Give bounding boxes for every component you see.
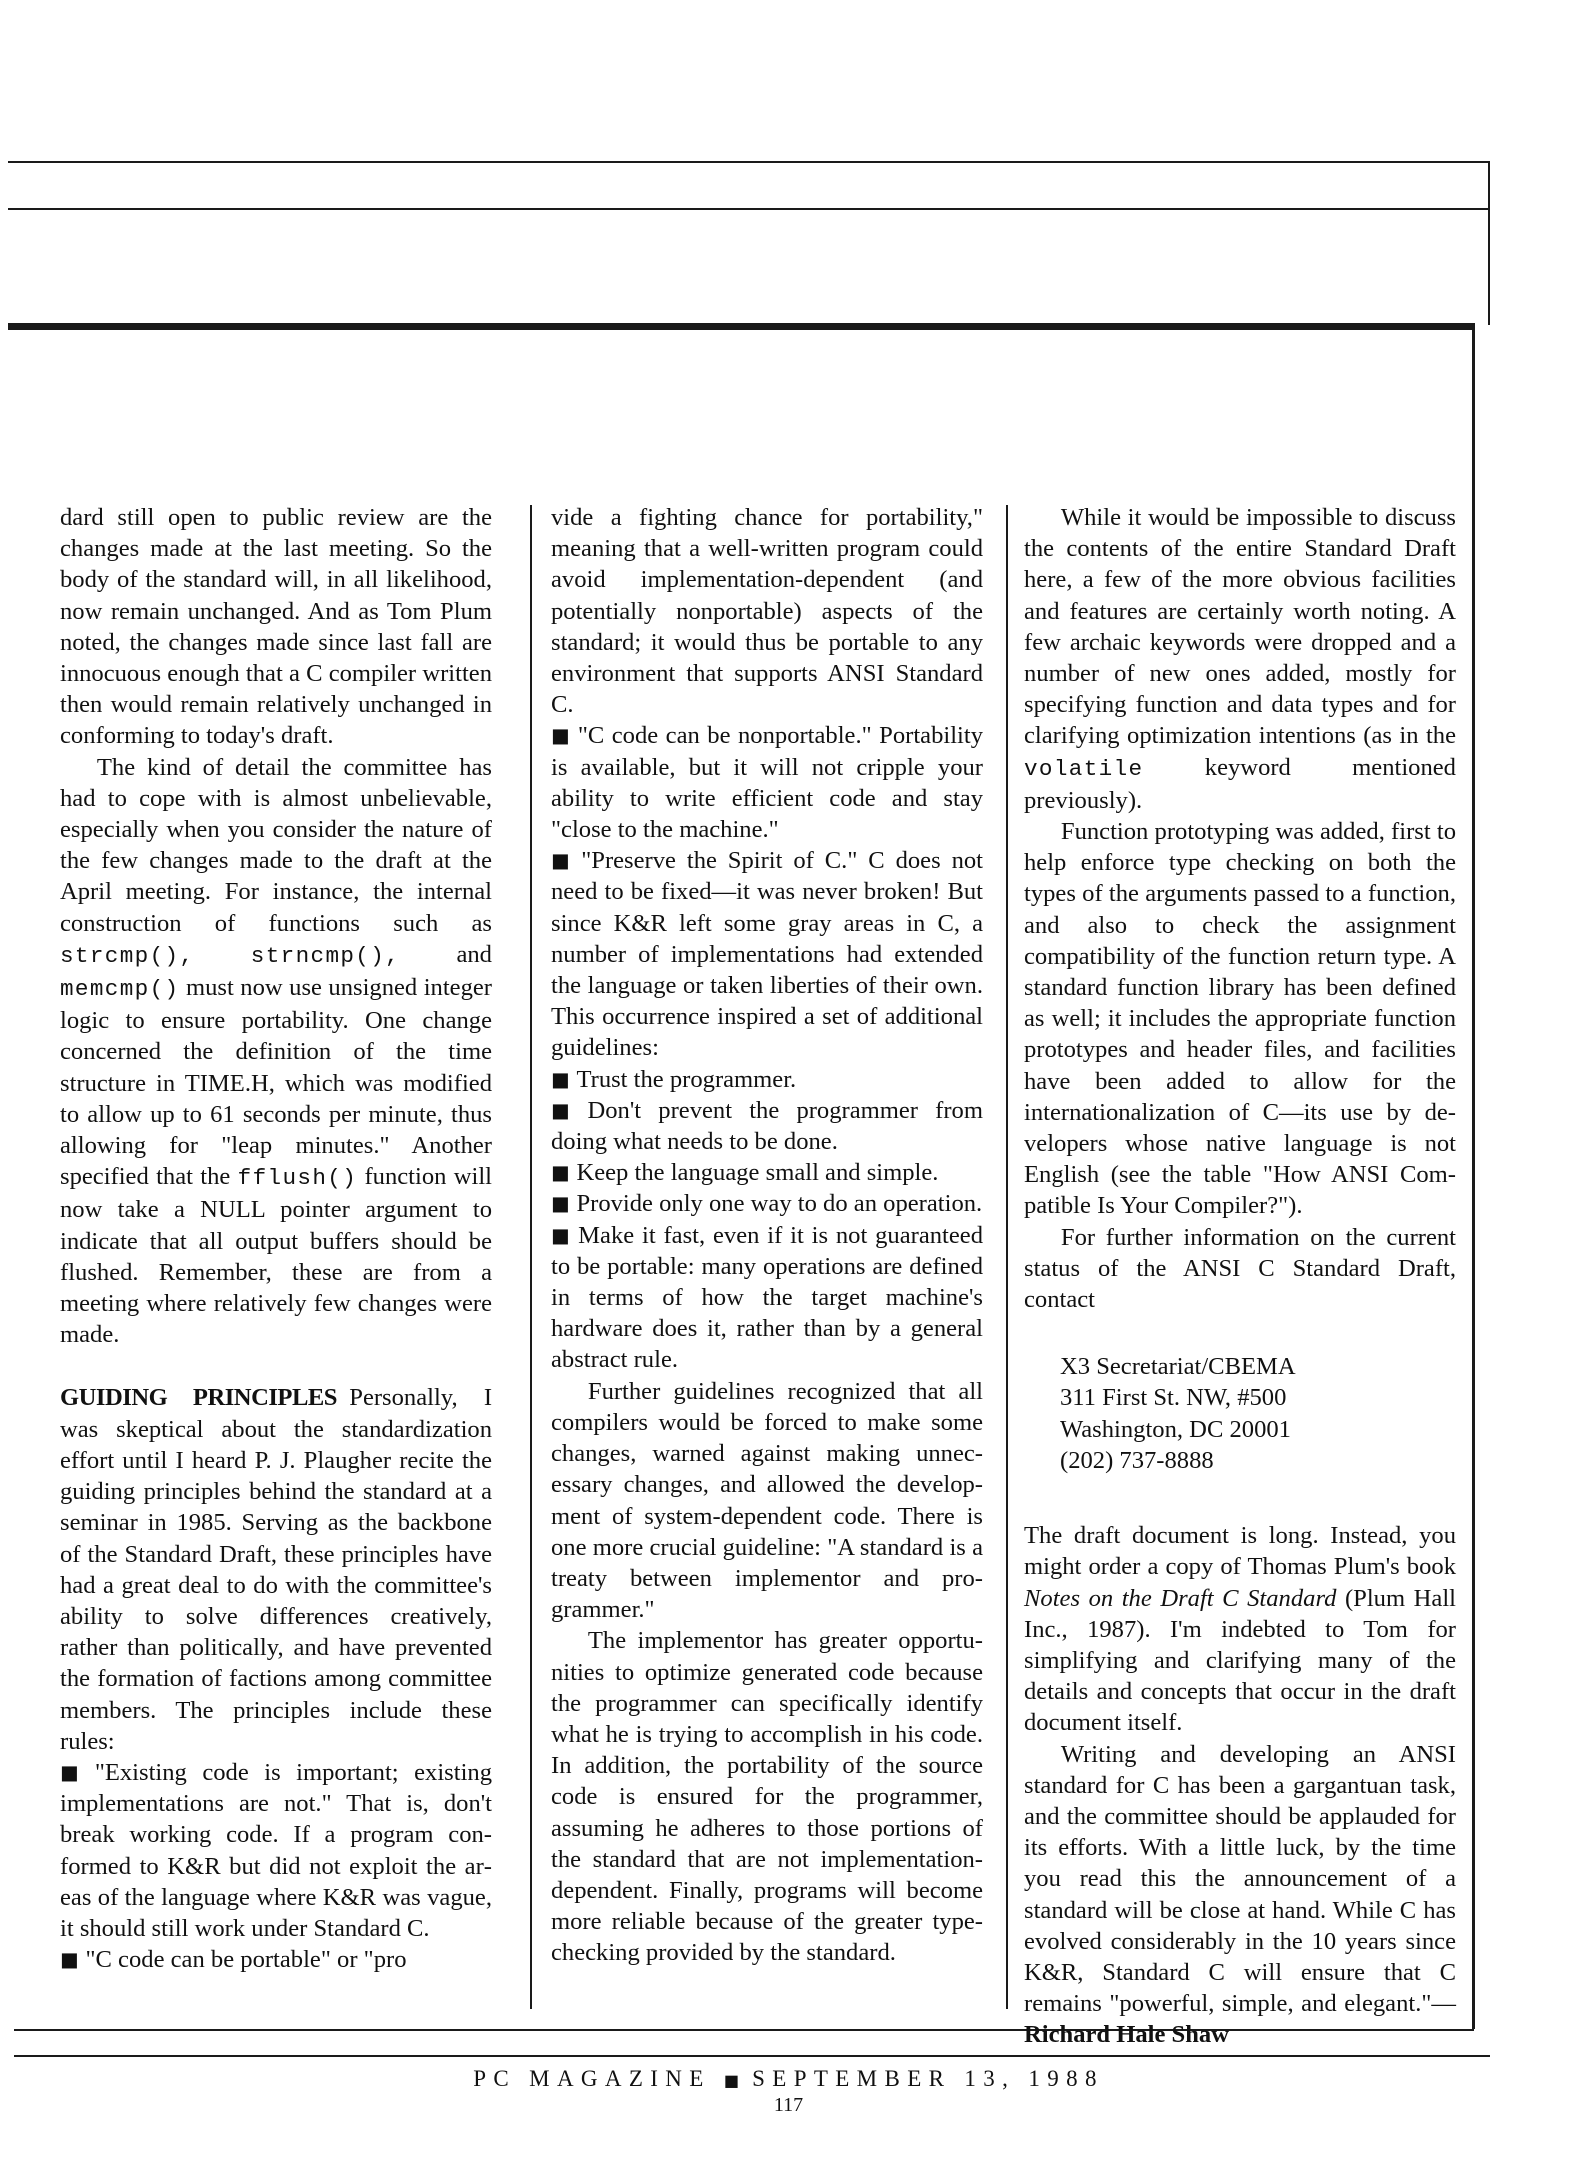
page-folio — [0, 2066, 1577, 2092]
column-3 — [1024, 502, 1456, 2051]
col2-bullet-6 — [551, 1188, 983, 1219]
col3-paragraph-1 — [1024, 502, 1456, 816]
bullet-icon: ■ — [551, 1098, 581, 1122]
section-heading: GUIDING PRINCIPLES — [60, 1384, 337, 1412]
bullet-icon: ■ — [551, 849, 575, 873]
col2-bullet-7-text: Make it fast, even if it is not guaranteed to be portable: many operations are defined in terms of how the target machine's hardware does it, rather than by a general abstract rule. — [551, 1221, 983, 1374]
col3-paragraph-4 — [1024, 1520, 1456, 1738]
col1-p2-text-a: The kind of detail the committee has had to cope with is almost unbelievable, especially when you consider the nature of the few changes made to the draft at the April meeting. For instance, the internal construction of functions such as — [60, 753, 492, 937]
col2-bullet-5-text: Keep the language small and simple. — [576, 1159, 939, 1187]
col1-paragraph-1: dard still open to public review are the changes made at the last meeting. So the body of the standard will, in all likelihood, now remain unchanged. And as Tom Plum noted, the changes made since last fall are innocuous enough that a C compiler written then would remain relatively unchanged in conforming to today's draft. — [60, 504, 492, 750]
col3-paragraph-5 — [1024, 1739, 1456, 2051]
col2-paragraph-2: Further guidelines recognized that all compilers would be forced to make some changes, warned against making unnecessary changes, and allowed the development of system-dependent code. There is one more crucial guideline: "A standard is a treaty between implementor and programmer." — [551, 1377, 983, 1624]
col2-paragraph-1: vide a fighting chance for portability," meaning that a well-written program could avoid implementation-dependent (and potentially nonportable) aspects of the standard; it would thus be portable to any environment that supports ANSI Standard C. — [551, 504, 983, 719]
col3-paragraph-2: Function prototyping was added, first to help enforce type checking on both the types of the arguments passed to a function, and also to check the assignment compatibility of the function return type. A standard function library has been defined as well; it includes the appropriate function prototypes and header files, and facilities have been added to allow for the internationalization of C—its use by developers whose native language is not English (see the table "How ANSI Compatible Is Your Compiler?"). — [1024, 818, 1456, 1220]
thick-rule — [8, 323, 1474, 330]
col2-paragraph-3: The implementor has greater opportunities to optimize generated code because the programmer can specifically identify what he is trying to accomplish in his code. In addition, the portability of the source code is ensured for the programmer, assuming he adheres to those portions of the standard that are not implementation-dependent. Finally, programs will become more reliable because of the greater type-checking provided by the standard. — [551, 1627, 983, 1967]
code-strcmp: strcmp(), — [60, 942, 195, 969]
address-line: Washington, DC 20001 — [1060, 1415, 1291, 1443]
bullet-icon: ■ — [551, 1223, 572, 1247]
col3-p1-text-b: keyword mentioned previously). — [1024, 753, 1456, 814]
col3-p4-text-b: (Plum Hall Inc., 1987). I'm indebted to Tom for simplifying and clarifying many of the details and concepts that occur in the draft document itself. — [1024, 1584, 1456, 1737]
col1-paragraph-2 — [60, 752, 492, 1351]
col2-bullet-3 — [551, 1064, 983, 1095]
col1-bullet-2 — [60, 1944, 492, 1975]
col1-p3-text: Personally, I was skeptical about the standardization effort until I heard P. J. Plaugher recite the guiding principles behind the standard at a seminar in 1985. Serving as the backbone of the Standard Draft, these principles have had a great deal to do with the committee's ability to solve differences creatively, rather than politically, and have prevented the formation of factions among committee members. The principles include these rules: — [60, 1384, 493, 1755]
author-signature: Richard Hale Shaw — [1024, 2021, 1229, 2049]
col1-p2-text-c: must now use unsigned integer logic to ensure portability. One change concerned the definition of the time structure in TIME.H, which was modified to allow up to 61 seconds per minute, thus allowing for "leap minutes." Another specified that the — [60, 974, 492, 1191]
bullet-icon: ■ — [551, 1192, 570, 1216]
bullet-icon: ■ — [60, 1760, 88, 1784]
col2-bullet-7 — [551, 1220, 983, 1376]
col1-bullet-2-text: "C code can be portable" or "pro — [85, 1946, 407, 1974]
bullet-icon: ■ — [551, 1161, 570, 1185]
col2-bullet-3-text: Trust the programmer. — [576, 1065, 797, 1093]
contact-address — [1060, 1351, 1456, 1476]
col2-bullet-5 — [551, 1157, 983, 1188]
address-line: X3 Secretariat/CBEMA — [1060, 1353, 1296, 1381]
col1-p2-text-b: and — [456, 940, 492, 968]
code-strncmp: strncmp(), — [250, 942, 401, 969]
footer-rule — [14, 2055, 1490, 2057]
col2-bullet-2-text: "Preserve the Spirit of C." C does not need to be fixed—it was never broken! But since K&R left some gray areas in C, a number of implementations had extended the language or taken liberties of their own. This occurrence inspired a set of additional guidelines: — [551, 847, 984, 1062]
right-rule — [1472, 323, 1475, 2029]
code-volatile: volatile — [1024, 755, 1144, 782]
code-memcmp: memcmp() — [60, 976, 180, 1003]
col3-p5-text: Writing and developing an ANSI standard for C has been a gargantuan task, and the committee should be applauded for its efforts. With a little luck, by the time you read this the announcement of a standard will be close at hand. While C has evolved considerably in the 10 years since K&R, Standard C will ensure that C remains "powerful, simple, and elegant."— — [1024, 1740, 1456, 2018]
col2-bullet-6-text: Provide only one way to do an operation. — [576, 1190, 983, 1218]
col1-p2-text-d: function will now take a NULL pointer argument to indicate that all output buffers should be flushed. Remember, these are from a meeting where relatively few changes were made. — [60, 1163, 493, 1349]
folio-bullet-icon: ■ — [723, 2071, 740, 2090]
issue-date: SEPTEMBER 13, 1988 — [752, 2066, 1104, 2091]
bullet-icon: ■ — [551, 724, 571, 748]
address-line: 311 First St. NW, #500 — [1060, 1384, 1287, 1412]
header-rule — [8, 208, 1490, 210]
col2-bullet-4-text: Don't prevent the programmer from doing what needs to be done. — [551, 1096, 983, 1156]
col3-p1-text-a: While it would be impossible to discuss the contents of the entire Standard Draft here, a few of the more obvious facilities and features are certainly worth noting. A few archaic keywords were dropped and a number of new ones added, mostly for specifying function and data types and for clarifying optimization intentions (as in the — [1024, 504, 1456, 750]
col2-bullet-2 — [551, 845, 983, 1063]
col2-bullet-4 — [551, 1095, 983, 1157]
address-line: (202) 737-8888 — [1060, 1446, 1214, 1474]
book-title: Notes on the Draft C Standard — [1024, 1584, 1337, 1612]
col2-bullet-1-text: "C code can be nonportable." Portability is available, but it will not cripple your ability to write efficient code and stay "close to the machine." — [551, 722, 983, 844]
bullet-icon: ■ — [551, 1067, 570, 1091]
col1-bullet-1 — [60, 1757, 492, 1944]
column-divider-2 — [1006, 505, 1008, 2009]
right-rule-upper — [1488, 161, 1490, 325]
magazine-name: PC MAGAZINE — [473, 2066, 711, 2091]
col3-paragraph-3: For further information on the current status of the ANSI C Standard Draft, contact — [1024, 1223, 1456, 1314]
col3-p4-text-a: The draft document is long. Instead, you might order a copy of Thomas Plum's book — [1024, 1522, 1456, 1581]
column-2 — [551, 502, 983, 1969]
column-divider-1 — [530, 505, 532, 2009]
column-1 — [60, 502, 492, 1975]
col1-paragraph-3 — [60, 1382, 492, 1756]
col2-bullet-1 — [551, 720, 983, 845]
page-number: 117 — [773, 2094, 804, 2116]
bullet-icon: ■ — [60, 1948, 79, 1972]
code-fflush: fflush() — [237, 1165, 358, 1192]
col1-bullet-1-text: "Existing code is important; existing implementations are not." That is, don't break working code. If a program conformed to K&R but did not exploit the areas of the language where K&R was vague, it should still work under Standard C. — [60, 1758, 492, 1942]
top-rule — [8, 161, 1490, 163]
